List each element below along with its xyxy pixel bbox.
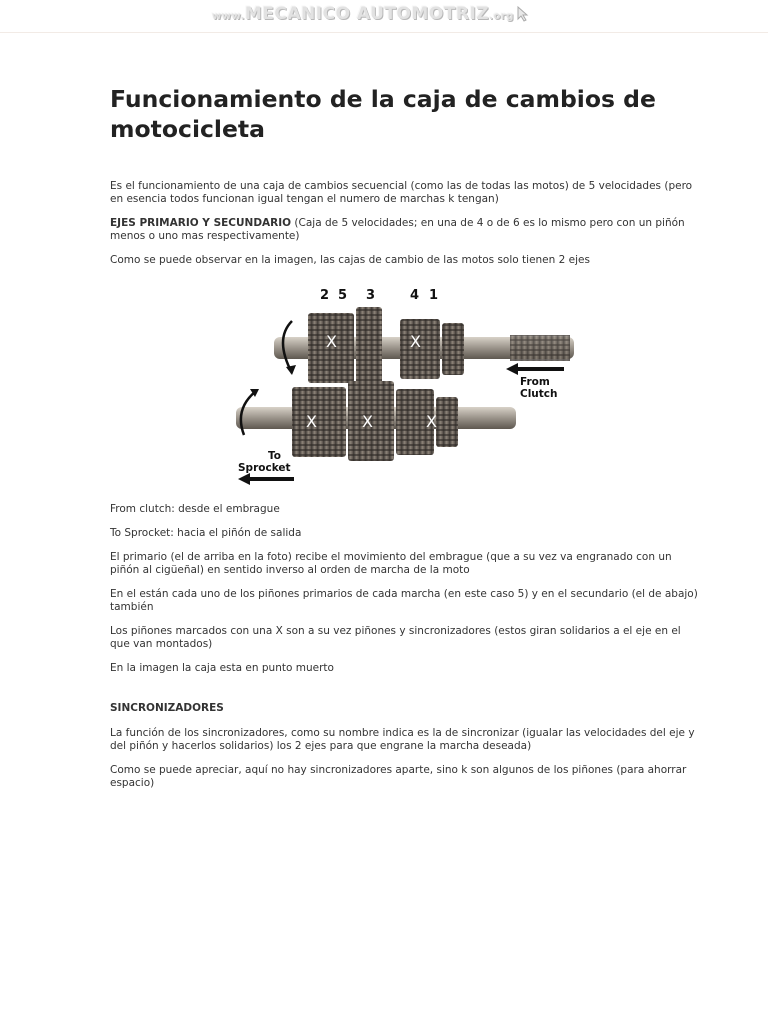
site-banner-bar bbox=[0, 0, 768, 33]
figure-container bbox=[110, 279, 700, 491]
gearbox-photo bbox=[234, 279, 574, 491]
from-clutch-label: Clutch bbox=[520, 388, 558, 400]
marcados-paragraph: Los piñones marcados con una X son a su vez piñones y sincronizadores (estos giran solidarios a el eje en el que van montados) bbox=[110, 625, 681, 650]
ejes-text: (Caja de 5 velocidades; en una de 4 o de 6 es lo mismo pero con un piñón menos o uno mas respectivamente) bbox=[110, 217, 685, 242]
gear-number-2: 2 bbox=[320, 288, 330, 303]
ejes-paragraph bbox=[110, 217, 700, 243]
from-clutch-paragraph: From clutch: desde el embrague bbox=[110, 503, 280, 515]
logo-www: www. bbox=[212, 11, 245, 22]
x-mark: X bbox=[306, 412, 317, 431]
punto-muerto-paragraph: En la imagen la caja esta en punto muerto bbox=[110, 662, 334, 674]
from-clutch-label: From bbox=[520, 376, 550, 388]
x-mark: X bbox=[326, 332, 337, 351]
en-el-paragraph: En el están cada uno de los piñones primarios de cada marcha (en este caso 5) y en el secundario (el de abajo) también bbox=[110, 588, 698, 613]
logo-site-name: MECANICO AUTOMOTRIZ bbox=[244, 4, 490, 24]
intro-paragraph: Es el funcionamiento de una caja de cambios secuencial (como las de todas las motos) de 5 velocidades (pero en esencia todos funcionan igual tengan el numero de marchas k tengan) bbox=[110, 180, 693, 205]
page-title: Funcionamiento de la caja de cambios de motocicleta bbox=[110, 85, 656, 143]
gear-number-4: 4 bbox=[410, 288, 420, 303]
sync-funcion-paragraph: La función de los sincronizadores, como su nombre indica es la de sincronizar (igualar las velocidades del eje y del piñón y hacerlos solidarios) los 2 ejes para que engrane la marcha deseada) bbox=[110, 727, 695, 752]
gear-number-1: 1 bbox=[429, 288, 439, 303]
to-sprocket-label: Sprocket bbox=[238, 462, 291, 474]
gear-number-5: 5 bbox=[338, 288, 348, 303]
to-sprocket-paragraph: To Sprocket: hacia el piñón de salida bbox=[110, 527, 302, 539]
x-mark: X bbox=[362, 412, 373, 431]
x-mark: X bbox=[410, 332, 421, 351]
gear-number-3: 3 bbox=[366, 288, 376, 303]
primario-paragraph: El primario (el de arriba en la foto) recibe el movimiento del embrague (que a su vez va engranado con un piñón al cigüeñal) en sentido inverso al orden de marcha de la moto bbox=[110, 551, 672, 576]
x-mark: X bbox=[426, 412, 437, 431]
sync-apreciar-paragraph: Como se puede apreciar, aquí no hay sincronizadores aparte, sino k son algunos de los piñones (para ahorrar espacio) bbox=[110, 764, 687, 789]
cursor-icon bbox=[516, 6, 532, 22]
logo-tld: .org bbox=[489, 11, 514, 22]
site-logo[interactable] bbox=[212, 4, 582, 26]
ejes-heading: EJES PRIMARIO Y SECUNDARIO bbox=[110, 217, 292, 229]
to-sprocket-label: To bbox=[268, 450, 281, 462]
article-body bbox=[110, 180, 700, 801]
observe-paragraph: Como se puede observar en la imagen, las cajas de cambio de las motos solo tienen 2 ejes bbox=[110, 254, 590, 266]
sync-heading: SINCRONIZADORES bbox=[110, 702, 224, 714]
